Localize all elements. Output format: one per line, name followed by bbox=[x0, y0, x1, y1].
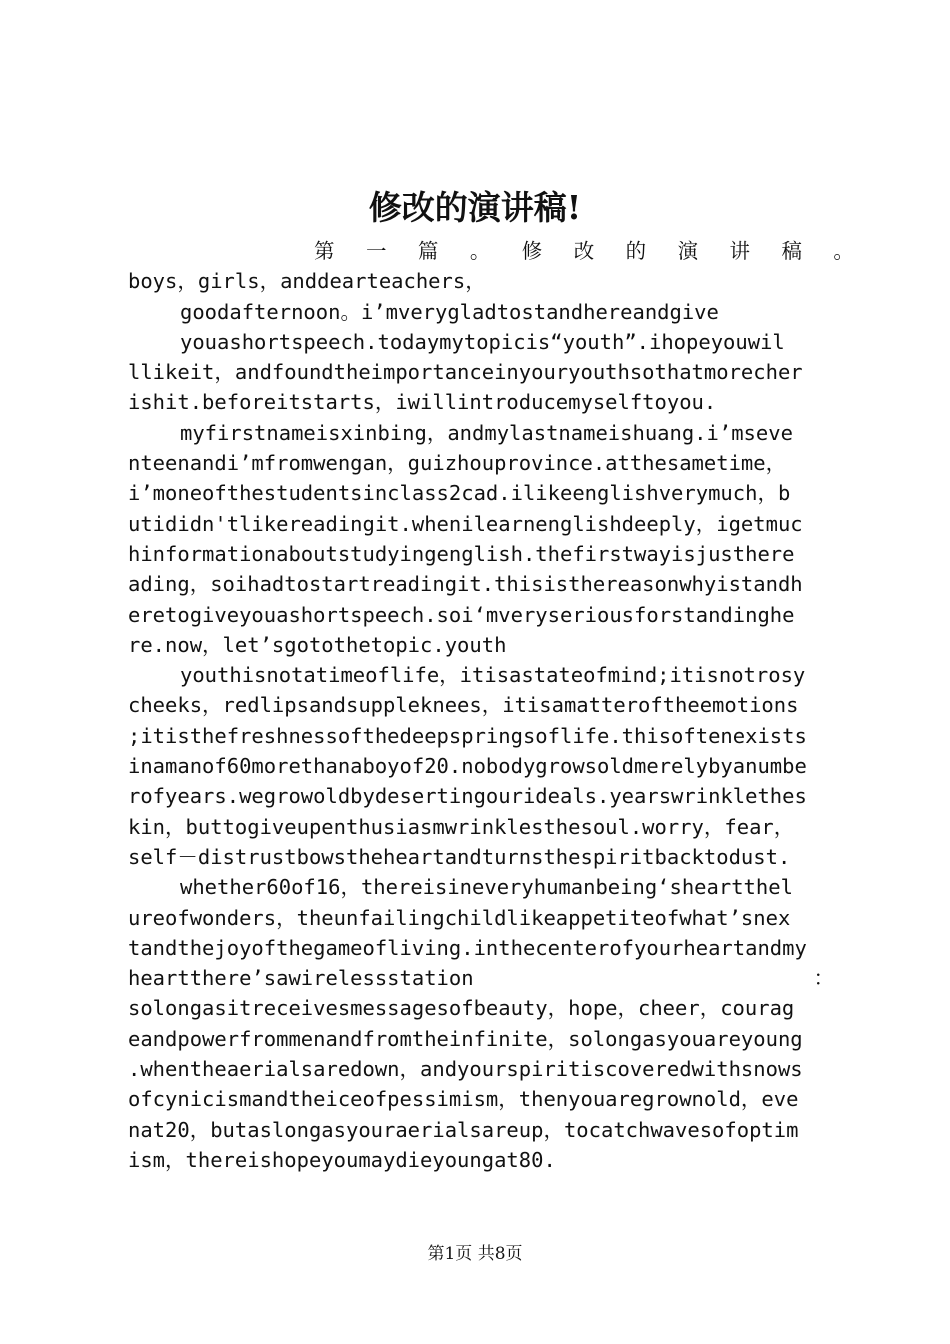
heading-char: 。 bbox=[469, 239, 491, 263]
text-line: ofcynicismandtheiceofpessimism，thenyouaregrownold，eve bbox=[128, 1087, 799, 1112]
text-line: tandthejoyofthegameofliving.inthecenterofyourheartandmy bbox=[128, 935, 807, 960]
text-line: nteenandi’mfromwengan，guizhouprovince.atthesametime， bbox=[128, 451, 787, 476]
text-line-colon: ： bbox=[813, 966, 834, 991]
text-line: goodafternoon。i’mverygladtostandhereandgive bbox=[180, 299, 719, 324]
text-line: youashortspeech.todaymytopicis“youth”.ihopeyouwil bbox=[180, 329, 785, 354]
text-line-part: heartthere’sawirelessstation bbox=[128, 966, 474, 991]
text-line: llikeit，andfoundtheimportanceinyouryouthsothatmorecher bbox=[128, 360, 803, 385]
section-heading bbox=[128, 236, 854, 266]
text-line: ureofwonders，theunfailingchildlikeappetiteofwhat’snex bbox=[128, 905, 791, 930]
document-body bbox=[128, 236, 854, 1175]
text-line: utididn'tlikereadingit.whenilearnenglishdeeply，igetmuc bbox=[128, 511, 803, 536]
text-line: ism，thereishopeyoumaydieyoungat80. bbox=[128, 1147, 556, 1172]
text-line: cheeks，redlipsandsuppleknees，itisamatteroftheemotions bbox=[128, 693, 799, 718]
text-line: nat20，butaslongasyouraerialsareup，tocatchwavesofoptim bbox=[128, 1117, 799, 1142]
text-line: rofyears.wegrowoldbydesertingourideals.yearswrinklethes bbox=[128, 784, 807, 809]
heading-char: 篇 bbox=[417, 239, 439, 263]
text-line: ading，soihadtostartreadingit.thisisthereasonwhyistandh bbox=[128, 572, 803, 597]
heading-char: 讲 bbox=[729, 239, 750, 263]
document-title: 修改的演讲稿! bbox=[368, 188, 582, 227]
text-line: eandpowerfrommenandfromtheinfinite，solongasyouareyoung bbox=[128, 1026, 803, 1051]
text-line: re.now，let’sgotothetopic.youth bbox=[128, 632, 507, 657]
text-line: boys，girls，anddearteachers， bbox=[128, 269, 486, 294]
text-line: self－distrustbowstheheartandturnsthespiritbacktodust. bbox=[128, 844, 791, 869]
text-line: ishit.beforeitstarts，iwillintroducemyselftoyou. bbox=[128, 390, 717, 415]
text-line: solongasitreceivesmessagesofbeauty，hope，cheer，courag bbox=[128, 996, 795, 1021]
text-line: .whentheaerialsaredown，andyourspiritiscoveredwithsnows bbox=[128, 1057, 803, 1082]
text-line: youthisnotatimeoflife，itisastateofmind;itisnotrosy bbox=[180, 663, 806, 688]
text-line: kin，buttogiveupenthusiasmwrinklesthesoul.worry，fear， bbox=[128, 814, 795, 839]
heading-char: 的 bbox=[625, 239, 647, 263]
text-line: i’moneofthestudentsinclass2cad.ilikeenglishverymuch，b bbox=[128, 481, 791, 506]
heading-char: 一 bbox=[365, 239, 387, 263]
heading-char: 。 bbox=[833, 239, 854, 263]
heading-char: 演 bbox=[677, 239, 699, 263]
heading-char: 改 bbox=[573, 239, 595, 263]
page-number-footer: 第1页 共8页 bbox=[427, 1244, 523, 1264]
text-line: inamanof60morethanaboyof20.nobodygrowsoldmerelybyanumbe bbox=[128, 754, 807, 779]
text-line: myfirstnameisxinbing，andmylastnameishuang.i’mseve bbox=[180, 420, 793, 445]
text-line: whether60of16，thereisineveryhumanbeing‘sheartthel bbox=[180, 875, 793, 900]
heading-char: 稿 bbox=[781, 239, 802, 263]
heading-char: 修 bbox=[521, 239, 543, 263]
text-line: ;itisthefreshnessofthedeepspringsoflife.thisoftenexists bbox=[128, 723, 807, 748]
text-line: eretogiveyouashortspeech.soi‘mveryseriousforstandinghe bbox=[128, 602, 795, 627]
heading-char: 第 bbox=[314, 239, 335, 263]
text-line bbox=[128, 963, 834, 993]
text-line: hinformationaboutstudyingenglish.thefirstwayisjusthere bbox=[128, 541, 795, 566]
